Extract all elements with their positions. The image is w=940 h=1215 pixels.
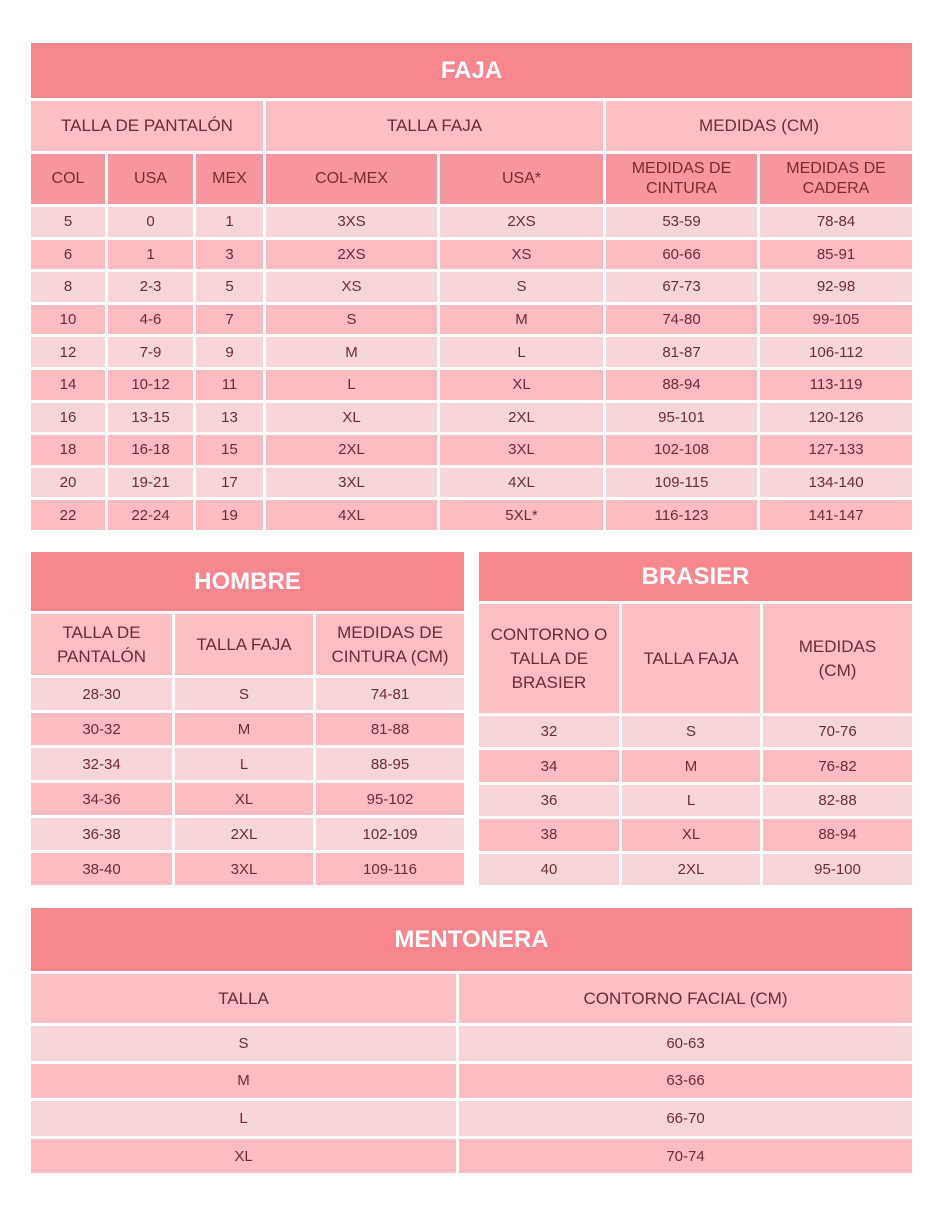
table-row [30, 782, 466, 817]
table-cell: 32 [478, 715, 621, 749]
table-cell: XL [439, 368, 605, 401]
table-row [30, 466, 914, 499]
column-header-usa-star: USA* [439, 153, 605, 206]
table-cell: 13 [195, 401, 265, 434]
table-row [478, 749, 914, 783]
table-cell: 5 [195, 271, 265, 304]
table-row [30, 499, 914, 532]
table-cell: 74-80 [605, 303, 759, 336]
table-cell: 9 [195, 336, 265, 369]
table-cell: 3XS [265, 206, 439, 239]
table-cell: M [621, 749, 762, 783]
hombre-rows [30, 677, 466, 887]
table-cell: 6 [30, 238, 107, 271]
table-cell: 10 [30, 303, 107, 336]
table-cell: 15 [195, 434, 265, 467]
table-cell: M [30, 1062, 458, 1100]
table-cell: 38 [478, 818, 621, 852]
table-cell: M [265, 336, 439, 369]
table-cell: XL [621, 818, 762, 852]
table-cell: 5 [30, 206, 107, 239]
column-header-mex: MEX [195, 153, 265, 206]
table-cell: 5XL* [439, 499, 605, 532]
table-cell: 16 [30, 401, 107, 434]
table-cell: M [174, 712, 315, 747]
table-cell: 88-95 [315, 747, 466, 782]
table-row [30, 1062, 914, 1100]
table-cell: S [30, 1025, 458, 1063]
table-row [30, 712, 466, 747]
table-cell: 4XL [265, 499, 439, 532]
table-cell: 78-84 [759, 206, 914, 239]
hombre-size-table [28, 549, 467, 888]
table-cell: XL [265, 401, 439, 434]
table-cell: 81-88 [315, 712, 466, 747]
table-cell: 12 [30, 336, 107, 369]
table-cell: 127-133 [759, 434, 914, 467]
table-cell: 109-116 [315, 852, 466, 887]
table-cell: 2XL [439, 401, 605, 434]
table-cell: 38-40 [30, 852, 174, 887]
table-cell: 20 [30, 466, 107, 499]
table-cell: XS [439, 238, 605, 271]
table-row [30, 817, 466, 852]
table-cell: 30-32 [30, 712, 174, 747]
table-row [30, 1025, 914, 1063]
table-cell: 88-94 [762, 818, 914, 852]
table-cell: 8 [30, 271, 107, 304]
table-row [30, 852, 466, 887]
table-row [30, 1137, 914, 1175]
table-cell: 95-101 [605, 401, 759, 434]
table-cell: 88-94 [605, 368, 759, 401]
table-cell: 60-66 [605, 238, 759, 271]
table-cell: XL [174, 782, 315, 817]
hombre-title: HOMBRE [30, 551, 466, 613]
table-cell: 2-3 [107, 271, 195, 304]
column-header-talla-pantalon: TALLA DE PANTALÓN [30, 613, 174, 677]
table-cell: 53-59 [605, 206, 759, 239]
table-cell: 116-123 [605, 499, 759, 532]
table-cell: 4-6 [107, 303, 195, 336]
column-header-talla: TALLA [30, 973, 458, 1025]
table-cell: 2XL [621, 852, 762, 886]
table-cell: 63-66 [458, 1062, 914, 1100]
table-row [30, 238, 914, 271]
table-cell: S [265, 303, 439, 336]
table-cell: S [174, 677, 315, 712]
column-header-cintura: MEDIDAS DE CINTURA [605, 153, 759, 206]
column-header-col-mex: COL-MEX [265, 153, 439, 206]
table-cell: 70-76 [762, 715, 914, 749]
table-cell: 82-88 [762, 783, 914, 817]
group-header-medidas: MEDIDAS (CM) [605, 100, 914, 153]
table-row [478, 852, 914, 886]
table-cell: 22-24 [107, 499, 195, 532]
table-row [30, 401, 914, 434]
column-header-cadera: MEDIDAS DE CADERA [759, 153, 914, 206]
table-row [30, 677, 466, 712]
table-cell: 102-109 [315, 817, 466, 852]
table-cell: 16-18 [107, 434, 195, 467]
table-cell: S [621, 715, 762, 749]
table-cell: 3XL [439, 434, 605, 467]
table-cell: 134-140 [759, 466, 914, 499]
group-header-talla-pantalon: TALLA DE PANTALÓN [30, 100, 265, 153]
table-cell: 19-21 [107, 466, 195, 499]
table-cell: 99-105 [759, 303, 914, 336]
column-header-medidas-cintura: MEDIDAS DE CINTURA (CM) [315, 613, 466, 677]
table-cell: 2XS [439, 206, 605, 239]
table-row [30, 336, 914, 369]
table-row [30, 747, 466, 782]
table-row [30, 434, 914, 467]
column-header-medidas: MEDIDAS (CM) [762, 603, 914, 715]
column-header-contorno-facial: CONTORNO FACIAL (CM) [458, 973, 914, 1025]
table-cell: 85-91 [759, 238, 914, 271]
brasier-title: BRASIER [478, 551, 914, 603]
table-cell: L [174, 747, 315, 782]
table-cell: 7 [195, 303, 265, 336]
brasier-rows [478, 715, 914, 887]
table-cell: 2XS [265, 238, 439, 271]
table-row [30, 368, 914, 401]
group-header-talla-faja: TALLA FAJA [265, 100, 605, 153]
brasier-size-table [476, 549, 915, 888]
table-row [478, 818, 914, 852]
table-cell: 4XL [439, 466, 605, 499]
faja-column-headers [30, 153, 914, 206]
mentonera-size-table [28, 905, 915, 1176]
table-row [478, 783, 914, 817]
table-cell: 92-98 [759, 271, 914, 304]
table-cell: 13-15 [107, 401, 195, 434]
table-cell: 67-73 [605, 271, 759, 304]
table-cell: 102-108 [605, 434, 759, 467]
table-cell: 76-82 [762, 749, 914, 783]
table-row [30, 271, 914, 304]
table-cell: 10-12 [107, 368, 195, 401]
table-cell: 28-30 [30, 677, 174, 712]
table-cell: 34-36 [30, 782, 174, 817]
faja-title: FAJA [30, 42, 914, 100]
mentonera-rows [30, 1025, 914, 1175]
table-cell: 74-81 [315, 677, 466, 712]
table-row [478, 715, 914, 749]
table-cell: XS [265, 271, 439, 304]
table-cell: L [30, 1100, 458, 1138]
table-cell: 120-126 [759, 401, 914, 434]
mentonera-title: MENTONERA [30, 907, 914, 973]
faja-size-table [28, 40, 915, 533]
table-row [30, 206, 914, 239]
table-cell: L [439, 336, 605, 369]
column-header-contorno: CONTORNO O TALLA DE BRASIER [478, 603, 621, 715]
table-cell: 2XL [174, 817, 315, 852]
faja-rows [30, 206, 914, 532]
table-cell: 81-87 [605, 336, 759, 369]
table-cell: 7-9 [107, 336, 195, 369]
column-header-talla-faja: TALLA FAJA [174, 613, 315, 677]
table-cell: 3XL [265, 466, 439, 499]
table-cell: 18 [30, 434, 107, 467]
table-cell: 113-119 [759, 368, 914, 401]
table-cell: 32-34 [30, 747, 174, 782]
table-cell: L [265, 368, 439, 401]
table-cell: XL [30, 1137, 458, 1175]
table-cell: 2XL [265, 434, 439, 467]
table-cell: 36 [478, 783, 621, 817]
table-cell: 3XL [174, 852, 315, 887]
table-cell: 66-70 [458, 1100, 914, 1138]
column-header-col: COL [30, 153, 107, 206]
table-cell: 95-102 [315, 782, 466, 817]
table-cell: 1 [195, 206, 265, 239]
table-cell: 40 [478, 852, 621, 886]
column-header-talla-faja: TALLA FAJA [621, 603, 762, 715]
table-cell: 0 [107, 206, 195, 239]
table-row [30, 1100, 914, 1138]
table-cell: S [439, 271, 605, 304]
table-cell: 22 [30, 499, 107, 532]
table-cell: 106-112 [759, 336, 914, 369]
table-cell: 17 [195, 466, 265, 499]
table-cell: 141-147 [759, 499, 914, 532]
table-cell: 19 [195, 499, 265, 532]
table-cell: L [621, 783, 762, 817]
table-row [30, 303, 914, 336]
column-header-usa: USA [107, 153, 195, 206]
table-cell: M [439, 303, 605, 336]
table-cell: 95-100 [762, 852, 914, 886]
table-cell: 70-74 [458, 1137, 914, 1175]
table-cell: 14 [30, 368, 107, 401]
table-cell: 1 [107, 238, 195, 271]
table-cell: 11 [195, 368, 265, 401]
table-cell: 60-63 [458, 1025, 914, 1063]
table-cell: 3 [195, 238, 265, 271]
table-cell: 109-115 [605, 466, 759, 499]
table-cell: 36-38 [30, 817, 174, 852]
table-cell: 34 [478, 749, 621, 783]
